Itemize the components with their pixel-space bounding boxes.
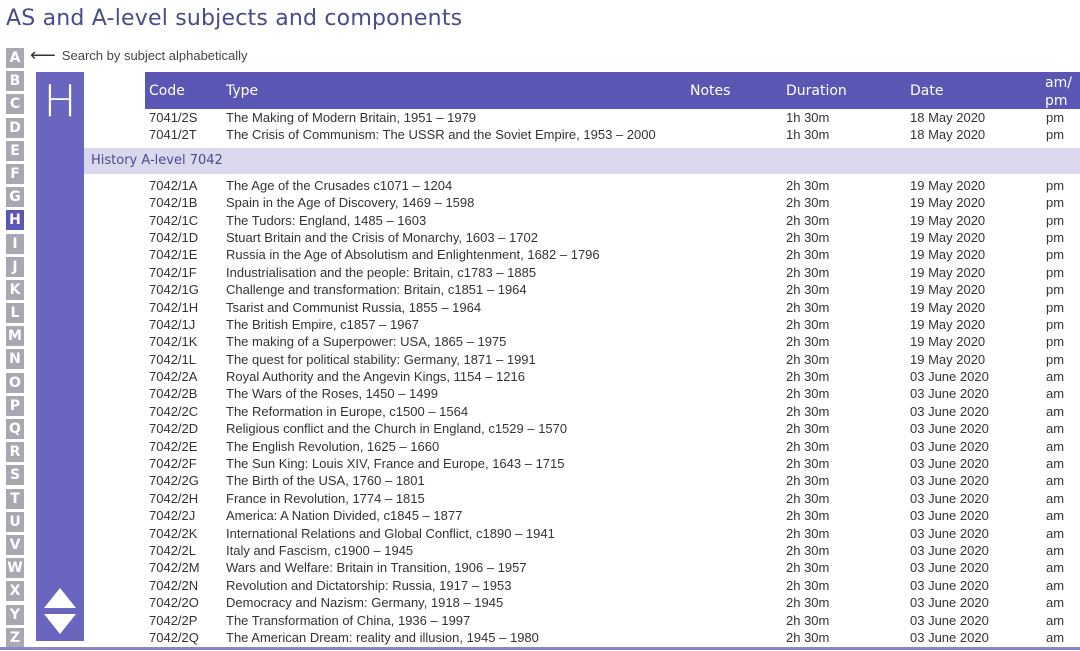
cell-duration: 1h 30m: [786, 127, 830, 143]
alphabet-index: [6, 48, 26, 651]
cell-date: 19 May 2020: [910, 212, 986, 228]
cell-duration: 2h 30m: [786, 438, 830, 454]
cell-code: 7042/1J: [149, 316, 196, 332]
cell-date: 19 May 2020: [910, 351, 986, 367]
cell-type: The Age of the Crusades c1071 – 1204: [226, 177, 453, 193]
table-row: [84, 281, 1080, 298]
cell-code: 7042/1D: [149, 229, 199, 245]
table-row: [84, 403, 1080, 420]
cell-type: Stuart Britain and the Crisis of Monarchy, 1603 – 1702: [226, 229, 538, 245]
cell-date: 03 June 2020: [910, 490, 989, 506]
table-row: [84, 229, 1080, 246]
cell-type: The Reformation in Europe, c1500 – 1564: [226, 403, 469, 419]
cell-ampm: am: [1046, 386, 1065, 402]
table-row: [84, 246, 1080, 263]
section-heading: History A-level 7042: [84, 148, 1080, 174]
letter-s[interactable]: S: [6, 465, 24, 485]
cell-code: 7042/2Q: [149, 629, 199, 645]
cell-type: The quest for political stability: Germany, 1871 – 1991: [226, 351, 536, 367]
letter-i[interactable]: I: [6, 234, 24, 254]
triangle-down-icon[interactable]: [44, 614, 76, 634]
cell-duration: 2h 30m: [786, 577, 830, 593]
cell-date: 18 May 2020: [910, 110, 986, 125]
table-row: [84, 368, 1080, 385]
table-row: [84, 194, 1080, 211]
letter-j[interactable]: J: [6, 257, 24, 277]
letter-r[interactable]: R: [6, 442, 24, 462]
table-row: [84, 420, 1080, 437]
cell-ampm: am: [1046, 508, 1065, 524]
cell-code: 7042/2B: [149, 386, 198, 402]
subjects-table: [84, 72, 1080, 646]
cell-ampm: pm: [1046, 282, 1065, 298]
table-row: [84, 594, 1080, 611]
cell-date: 03 June 2020: [910, 438, 989, 454]
cell-code: 7042/2A: [149, 369, 198, 385]
letter-f[interactable]: F: [6, 164, 24, 184]
cell-duration: 2h 30m: [786, 629, 830, 645]
cell-date: 03 June 2020: [910, 369, 989, 385]
cell-type: Religious conflict and the Church in England, c1529 – 1570: [226, 421, 568, 437]
cell-ampm: pm: [1046, 177, 1065, 193]
letter-m[interactable]: M: [6, 326, 24, 346]
cell-type: Royal Authority and the Angevin Kings, 1154 – 1216: [226, 369, 525, 385]
letter-h[interactable]: H: [6, 210, 24, 230]
table-row: [84, 351, 1080, 368]
letter-p[interactable]: P: [6, 396, 24, 416]
cell-code: 7042/1K: [149, 334, 198, 350]
header-code: Code: [149, 83, 185, 99]
cell-date: 03 June 2020: [910, 612, 989, 628]
cell-duration: 2h 30m: [786, 386, 830, 402]
cell-ampm: pm: [1046, 212, 1065, 228]
table-row: [84, 299, 1080, 316]
cell-duration: 2h 30m: [786, 282, 830, 298]
letter-a[interactable]: A: [6, 48, 24, 68]
cell-ampm: am: [1046, 525, 1065, 541]
header-date: Date: [910, 83, 944, 99]
cell-date: 03 June 2020: [910, 629, 989, 645]
left-arrow-icon: ⟵: [30, 45, 56, 65]
cell-ampm: am: [1046, 421, 1065, 437]
cell-date: 19 May 2020: [910, 316, 986, 332]
rows-before: [84, 109, 1080, 144]
table-row: [84, 559, 1080, 576]
table-row: [84, 525, 1080, 542]
cell-ampm: am: [1046, 560, 1065, 576]
page-title: AS and A-level subjects and components: [6, 6, 463, 31]
bottom-rule: [0, 647, 1080, 650]
cell-ampm: pm: [1046, 195, 1065, 211]
cell-date: 19 May 2020: [910, 299, 986, 315]
cell-type: The making of a Superpower: USA, 1865 – 1975: [226, 334, 507, 350]
cell-date: 03 June 2020: [910, 473, 989, 489]
table-row: [84, 333, 1080, 350]
cell-ampm: pm: [1046, 229, 1065, 245]
cell-type: Spain in the Age of Discovery, 1469 – 1598: [226, 195, 475, 211]
cell-code: 7042/2E: [149, 438, 198, 454]
cell-ampm: pm: [1046, 264, 1065, 280]
cell-type: The English Revolution, 1625 – 1660: [226, 438, 440, 454]
cell-duration: 2h 30m: [786, 247, 830, 263]
cell-duration: 2h 30m: [786, 229, 830, 245]
cell-date: 19 May 2020: [910, 264, 986, 280]
search-hint: [30, 46, 248, 64]
cell-date: 03 June 2020: [910, 421, 989, 437]
cell-code: 7041/2S: [149, 110, 198, 125]
cell-ampm: am: [1046, 456, 1065, 472]
table-row: [84, 126, 1080, 143]
table-row: [84, 629, 1080, 646]
cell-duration: 2h 30m: [786, 316, 830, 332]
cell-code: 7042/2J: [149, 508, 196, 524]
cell-date: 19 May 2020: [910, 247, 986, 263]
header-type: Type: [226, 83, 259, 99]
cell-code: 7042/2D: [149, 421, 199, 437]
cell-type: The Making of Modern Britain, 1951 – 1979: [226, 110, 477, 125]
cell-ampm: am: [1046, 595, 1065, 611]
cell-date: 03 June 2020: [910, 386, 989, 402]
cell-date: 03 June 2020: [910, 577, 989, 593]
letter-column: [36, 72, 84, 641]
cell-date: 19 May 2020: [910, 282, 986, 298]
cell-ampm: am: [1046, 438, 1065, 454]
cell-type: Russia in the Age of Absolutism and Enlightenment, 1682 – 1796: [226, 247, 600, 263]
cell-code: 7042/1F: [149, 264, 197, 280]
cell-date: 19 May 2020: [910, 195, 986, 211]
cell-type: Democracy and Nazism: Germany, 1918 – 1945: [226, 595, 504, 611]
cell-date: 03 June 2020: [910, 508, 989, 524]
table-row: [84, 542, 1080, 559]
letter-d[interactable]: D: [6, 118, 24, 138]
letter-k[interactable]: K: [6, 280, 24, 300]
letter-q[interactable]: Q: [6, 419, 24, 439]
letter-o[interactable]: O: [6, 373, 24, 393]
cell-duration: 2h 30m: [786, 595, 830, 611]
cell-duration: 2h 30m: [786, 612, 830, 628]
cell-code: 7042/1H: [149, 299, 199, 315]
cell-date: 03 June 2020: [910, 560, 989, 576]
letter-y[interactable]: Y: [6, 605, 24, 625]
letter-u[interactable]: U: [6, 512, 24, 532]
cell-type: The British Empire, c1857 – 1967: [226, 316, 419, 332]
cell-code: 7042/2H: [149, 490, 199, 506]
cell-code: 7042/2N: [149, 577, 199, 593]
cell-code: 7042/1C: [149, 212, 199, 228]
cell-duration: 2h 30m: [786, 403, 830, 419]
letter-b[interactable]: B: [6, 71, 24, 91]
cell-type: Tsarist and Communist Russia, 1855 – 1964: [226, 299, 482, 315]
cell-type: The Tudors: England, 1485 – 1603: [226, 212, 427, 228]
cell-type: The Wars of the Roses, 1450 – 1499: [226, 386, 438, 402]
cell-ampm: pm: [1046, 127, 1065, 143]
cell-code: 7042/1B: [149, 195, 198, 211]
cell-date: 03 June 2020: [910, 456, 989, 472]
letter-l[interactable]: L: [6, 303, 24, 323]
cell-type: The Crisis of Communism: The USSR and the Soviet Empire, 1953 – 2000: [226, 127, 656, 143]
cell-ampm: am: [1046, 577, 1065, 593]
cell-ampm: am: [1046, 629, 1065, 645]
triangle-up-icon[interactable]: [44, 588, 76, 608]
cell-duration: 2h 30m: [786, 264, 830, 280]
cell-code: 7042/1L: [149, 351, 196, 367]
cell-code: 7042/2M: [149, 560, 200, 576]
cell-type: Wars and Welfare: Britain in Transition, 1906 – 1957: [226, 560, 527, 576]
cell-code: 7042/1E: [149, 247, 198, 263]
cell-type: The Sun King: Louis XIV, France and Europe, 1643 – 1715: [226, 456, 565, 472]
cell-duration: 2h 30m: [786, 542, 830, 558]
cell-duration: 2h 30m: [786, 490, 830, 506]
table-row: [84, 385, 1080, 402]
cell-type: Industrialisation and the people: Britain, c1783 – 1885: [226, 264, 537, 280]
cell-duration: 2h 30m: [786, 560, 830, 576]
cell-ampm: pm: [1046, 334, 1065, 350]
cell-type: Italy and Fascism, c1900 – 1945: [226, 542, 414, 558]
table-row: [84, 264, 1080, 281]
cell-ampm: am: [1046, 473, 1065, 489]
rows-main: [84, 177, 1080, 647]
cell-type: The Birth of the USA, 1760 – 1801: [226, 473, 425, 489]
cell-type: The Transformation of China, 1936 – 1997: [226, 612, 471, 628]
header-duration: Duration: [786, 83, 847, 99]
cell-code: 7042/2O: [149, 595, 199, 611]
cell-ampm: am: [1046, 369, 1065, 385]
cell-duration: 2h 30m: [786, 334, 830, 350]
cell-code: 7042/1A: [149, 177, 198, 193]
cell-ampm: pm: [1046, 247, 1065, 263]
cell-duration: 2h 30m: [786, 177, 830, 193]
letter-c[interactable]: C: [6, 94, 24, 114]
cell-ampm: pm: [1046, 316, 1065, 332]
table-row: [84, 109, 1080, 126]
cell-duration: 1h 30m: [786, 110, 830, 125]
letter-g[interactable]: G: [6, 187, 24, 207]
cell-date: 19 May 2020: [910, 334, 986, 350]
letter-t[interactable]: T: [6, 489, 24, 509]
cell-code: 7042/2C: [149, 403, 199, 419]
cell-code: 7042/1G: [149, 282, 199, 298]
header-ampm: am/ pm: [1045, 75, 1072, 109]
table-row: [84, 490, 1080, 507]
table-row: [84, 177, 1080, 194]
letter-x[interactable]: X: [6, 581, 24, 601]
table-row: [84, 316, 1080, 333]
cell-date: 18 May 2020: [910, 127, 986, 143]
letter-n[interactable]: N: [6, 349, 24, 369]
cell-duration: 2h 30m: [786, 456, 830, 472]
cell-duration: 2h 30m: [786, 299, 830, 315]
letter-w[interactable]: W: [7, 560, 23, 577]
cell-duration: 2h 30m: [786, 195, 830, 211]
cell-code: 7042/2L: [149, 542, 196, 558]
cell-type: Revolution and Dictatorship: Russia, 1917 – 1953: [226, 577, 512, 593]
header-notes: Notes: [690, 83, 731, 99]
cell-type: International Relations and Global Conflict, c1890 – 1941: [226, 525, 555, 541]
cell-code: 7042/2P: [149, 612, 198, 628]
cell-date: 03 June 2020: [910, 542, 989, 558]
cell-ampm: pm: [1046, 299, 1065, 315]
table-row: [84, 438, 1080, 455]
cell-ampm: pm: [1046, 351, 1065, 367]
cell-ampm: am: [1046, 490, 1065, 506]
table-row: [84, 472, 1080, 489]
current-letter: H: [43, 76, 77, 127]
cell-code: 7042/2K: [149, 525, 198, 541]
cell-type: The American Dream: reality and illusion, 1945 – 1980: [226, 629, 539, 645]
cell-code: 7041/2T: [149, 127, 197, 143]
search-hint-label: Search by subject alphabetically: [61, 47, 248, 63]
cell-type: America: A Nation Divided, c1845 – 1877: [226, 508, 463, 524]
cell-duration: 2h 30m: [786, 525, 830, 541]
table-row: [84, 612, 1080, 629]
table-header: [145, 72, 1080, 109]
letter-z[interactable]: Z: [6, 628, 24, 648]
cell-ampm: am: [1046, 542, 1065, 558]
cell-duration: 2h 30m: [786, 212, 830, 228]
cell-duration: 2h 30m: [786, 508, 830, 524]
table-row: [84, 455, 1080, 472]
cell-code: 7042/2G: [149, 473, 199, 489]
cell-type: Challenge and transformation: Britain, c1851 – 1964: [226, 282, 527, 298]
cell-date: 19 May 2020: [910, 177, 986, 193]
table-row: [84, 212, 1080, 229]
cell-ampm: am: [1046, 612, 1065, 628]
cell-duration: 2h 30m: [786, 369, 830, 385]
cell-ampm: am: [1046, 403, 1065, 419]
cell-type: France in Revolution, 1774 – 1815: [226, 490, 425, 506]
table-row: [84, 507, 1080, 524]
cell-date: 03 June 2020: [910, 525, 989, 541]
cell-ampm: pm: [1046, 110, 1065, 125]
table-row: [84, 577, 1080, 594]
cell-code: 7042/2F: [149, 456, 197, 472]
cell-date: 03 June 2020: [910, 595, 989, 611]
cell-duration: 2h 30m: [786, 351, 830, 367]
cell-date: 19 May 2020: [910, 229, 986, 245]
cell-date: 03 June 2020: [910, 403, 989, 419]
letter-v[interactable]: V: [6, 535, 24, 555]
cell-duration: 2h 30m: [786, 473, 830, 489]
letter-e[interactable]: E: [6, 141, 24, 161]
cell-duration: 2h 30m: [786, 421, 830, 437]
